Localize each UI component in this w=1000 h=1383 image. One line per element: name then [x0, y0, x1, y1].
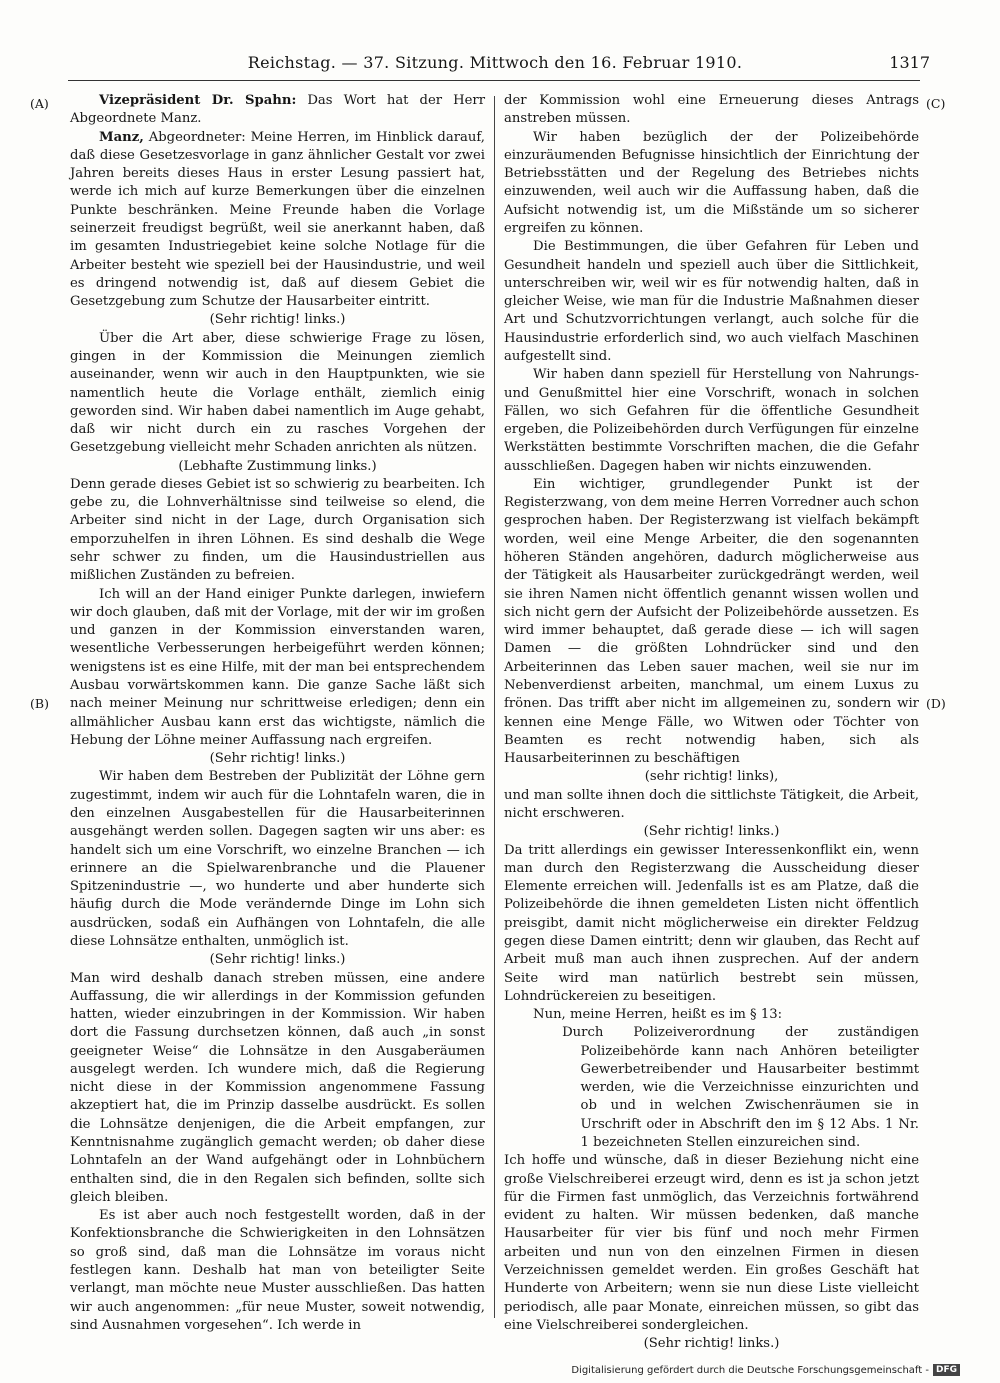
- quoted-statute: Durch Polizeiverordnung der zuständigen Polizeibehörde kann nach Anhören beteiligter Gewerbetreibender und Hausarbeiter bestimmt werden, wie die Verzeichnisse einzurichten und ob und in welchen Zwischenräumen sie in Urschrift oder in Abschrift den im § 12 Abs. 1 Nr. 1 bezeichneten Stellen einzureichen sind.: [562, 1025, 919, 1151]
- dfg-logo-icon: DFG: [933, 1364, 960, 1376]
- paragraph: Man wird deshalb danach streben müssen, eine andere Auffassung, die wir allerdings in der Kommission gefunden hatten, wieder einzubringen in der Kommission. Wir haben dort die Fassung durchsetzen können, daß auch „in sonst geeigneter Weise“ die Lohnsätze in den Ausgaberäumen ausgelegt werden. Ich wundere mich, daß die Regierung nicht diese in der Kommission angenommene Fassung akzeptiert hat, die im Prinzip dasselbe ausdrückt. Es sollen die Lohnsätze denjenigen, die die Arbeit empfangen, zur Kenntnisnahme zugänglich gemacht werden; ob daher diese Lohntafeln an der Wand aufgehängt oder in Lohnbüchern enthalten sind, die in den Regalen sich befinden, sollte sich gleich bleiben.: [70, 970, 485, 1205]
- column-divider: [494, 96, 495, 1318]
- margin-mark-c: (C): [926, 96, 946, 111]
- reaction: (Sehr richtig! links.): [209, 312, 346, 328]
- paragraph: der Kommission wohl eine Erneuerung dieses Antrags anstreben müssen.: [504, 93, 919, 127]
- margin-mark-d: (D): [926, 696, 946, 711]
- reaction: (Sehr richtig! links.): [643, 1336, 780, 1352]
- reaction: (Sehr richtig! links.): [209, 952, 346, 968]
- paragraph: Ich will an der Hand einiger Punkte darlegen, inwiefern wir doch glauben, daß mit der Vorlage, mit der wir im großen und ganzen in der Kommission einverstanden waren, wesentliche Verbesserungen herbeigeführt werden können; wenigstens ist es eine Hilfe, mit der man bei entsprechendem Ausbau vorwärtskommen kann. Die ganze Sache läßt sich nach meiner Meinung nur schrittweise erledigen; denn ein allmählicher Ausbau kann erst das wichtigste, nämlich die Hebung der Löhne meiner Auffassung nach ergreifen.: [70, 586, 485, 748]
- paragraph: und man sollte ihnen doch die sittlichste Tätigkeit, die Arbeit, nicht erschweren.: [504, 787, 919, 821]
- footer-credit: [571, 1364, 960, 1378]
- paragraph: Wir haben bezüglich der der Polizeibehörde einzuräumenden Befugnisse hinsichtlich der Einrichtung der Betriebsstätten und der Regelung des Betriebes nichts einzuwenden, weil auch wir die Auffassung haben, daß die Aufsicht notwendig ist, um die Mißstände um so sicherer ergreifen zu können.: [504, 129, 919, 236]
- speaker-name: Manz,: [99, 129, 144, 145]
- page-number: 1317: [889, 53, 930, 72]
- reaction: (sehr richtig! links),: [644, 769, 779, 785]
- paragraph: Da tritt allerdings ein gewisser Interessenkonflikt ein, wenn man durch den Registerzwang die Ausscheidung dieser Elemente erreichen will. Jedenfalls ist es am Platze, daß die Polizeibehörde die ihnen gemeldeten Listen nicht öffentlich preisgibt, damit nicht möglicherweise ein direkter Feldzug gegen diese Damen eintritt; denn wir glauben, das Recht auf Arbeit muß man auch ihnen zusprechen. Auf der andern Seite wird man natürlich bestrebt sein müssen, Lohndrückereien zu beseitigen.: [504, 842, 919, 1004]
- paragraph-text: Abgeordneter: Meine Herren, im Hinblick darauf, daß diese Gesetzesvorlage in ganz ähnlicher Gestalt vor zwei Jahren bereits dieses Haus in erster Lesung passiert hat, werde ich mich auf kurze Bemerkungen über die einzelnen Punkte beschränken. Meine Freunde haben die Vorlage seinerzeit freudigst begrüßt, weil sie anerkannt haben, daß im gesamten Industriegebiet keine solche Notlage für die Arbeiter besteht wie speziell bei der Hausindustrie, und weil es dringend notwendig ist, daß auf diesem Gebiet die Gesetzgebung zum Schutze der Hausarbeiter eintritt.: [70, 129, 485, 310]
- left-column: [70, 92, 485, 1335]
- reaction: (Sehr richtig! links.): [643, 824, 780, 840]
- reaction: (Sehr richtig! links.): [209, 751, 346, 767]
- margin-mark-b: (B): [30, 696, 49, 711]
- margin-mark-a: (A): [30, 96, 49, 111]
- paragraph: [70, 129, 485, 312]
- running-title: Reichstag. — 37. Sitzung. Mittwoch den 16. Februar 1910.: [247, 53, 743, 72]
- page-header: [60, 50, 930, 76]
- paragraph: Nun, meine Herren, heißt es im § 13:: [533, 1007, 783, 1023]
- header-rule: [68, 80, 920, 81]
- right-column: [504, 92, 919, 1353]
- reaction: (Lebhafte Zustimmung links.): [178, 458, 377, 474]
- paragraph: Ein wichtiger, grundlegender Punkt ist der Registerzwang, von dem meine Herren Vorredner auch schon gesprochen haben. Der Registerzwang ist vielfach bekämpft worden, weil eine Menge Arbeiter, die den sogenannten höheren Ständen angehören, dadurch möglicherweise aus der Tätigkeit als Hausarbeiter zurückgedrängt werden, weil sie ihren Namen nicht öffentlich genannt wissen wollen und sich nicht gern der Aufsicht der Polizeibehörde aussetzen. Es wird immer behauptet, daß gerade diese — ich will sagen Damen — die größten Lohndrücker sind und den Arbeiterinnen das Leben sauer machen, weil sie nur im Nebenverdienst arbeiten, manchmal, um einem Luxus zu frönen. Das trifft aber nicht im allgemeinen zu, sondern wir kennen eine Menge Fälle, wo Witwen oder Töchter von Beamten es recht notwendig haben, sich als Hausarbeiterinnen zu beschäftigen: [504, 476, 919, 767]
- paragraph: Wir haben dem Bestreben der Publizität der Löhne gern zugestimmt, indem wir auch für die Lohntafeln waren, die in den einzelnen Ausgabestellen für die Hausarbeiterinnen ausgehängt werden sollen. Dagegen sagten wir uns aber: es handelt sich um eine Vorschrift, wo einzelne Branchen — ich erinnere an die Spielwarenbranche und die Plauener Spitzenindustrie —, wo hunderte und aber hunderte sich häufig durch die Mode verändernde Dinge im Lohn sich ausdrücken, sodaß ein Aufhängen von Lohntafeln, die alle diese Lohnsätze enthalten, unmöglich ist.: [70, 769, 485, 949]
- paragraph: Es ist aber auch noch festgestellt worden, daß in der Konfektionsbranche die Schwierigkeiten in den Lohnsätzen so groß sind, daß man die Lohnsätze im voraus nicht festlegen kann. Deshalb hat man von beteiligter Seite verlangt, man möchte neue Muster ausschließen. Das hatten wir auch angenommen: „für neue Muster, soweit notwendig, sind Ausnahmen vorgesehen“. Ich werde in: [70, 1208, 485, 1333]
- speaker-name: Vizepräsident Dr. Spahn:: [99, 93, 297, 108]
- paragraph: Über die Art aber, diese schwierige Frage zu lösen, gingen in der Kommission die Meinungen ziemlich auseinander, wenn wir auch in den Hauptpunkten, wie sie namentlich heute die Vorlage enthält, ziemlich einig geworden sind. Wir haben dabei namentlich im Auge gehabt, daß wir nicht durch ein zu rasches Vorgehen der Gesetzgebung vielleicht mehr Schaden anrichten als nützen.: [70, 330, 485, 456]
- paragraph: Die Bestimmungen, die über Gefahren für Leben und Gesundheit handeln und speziell auch über die Sittlichkeit, unterschreiben wir, weil wir es für notwendig halten, daß in gleicher Weise, wie man für die Industrie Maßnahmen dieser Art und Schutzvorrichtungen verlangt, auch solche für die Hausindustrie erforderlich sind, wo auch vielfach Maschinen aufgestellt sind.: [504, 239, 919, 364]
- paragraph: Wir haben dann speziell für Herstellung von Nahrungs- und Genußmittel hier eine Vorschrift, wonach in solchen Fällen, wo sich Gefahren für die öffentliche Gesundheit ergeben, die Polizeibehörden durch Verfügungen für einzelne Werkstätten bestimmte Vorschriften machen, die die Gefahr ausschließen. Dagegen haben wir nichts einzuwenden.: [504, 367, 919, 474]
- paragraph: Ich hoffe und wünsche, daß in dieser Beziehung nicht eine große Vielschreiberei erzeugt wird, denn es ist ja schon jetzt für die Firmen fast unmöglich, das Verzeichnis fortwährend evident zu halten. Wir müssen bedenken, daß manche Hausarbeiter für vier bis fünf und noch mehr Firmen arbeiten und nun von den einzelnen Firmen in diesen Verzeichnissen gemeldet werden. Ein großes Geschäft hat Hunderte von Arbeitern; wenn sie nun diese Liste vielleicht periodisch, alle paar Monate, einreichen müssen, so gibt das eine Vielschreiberei sondergleichen.: [504, 1153, 919, 1333]
- paragraph: [70, 92, 485, 129]
- paragraph: Denn gerade dieses Gebiet ist so schwierig zu bearbeiten. Ich gebe zu, die Lohnverhältnisse sind teilweise so elend, die Arbeiter sind nicht in der Lage, durch Organisation sich emporzuhelfen in ihren Löhnen. Es sind deshalb die Wege sehr schwer zu finden, um die Hausindustriellen aus mißlichen Zuständen zu befreien.: [70, 476, 485, 584]
- paragraph-text: Das Wort hat der Herr Abgeordnete Manz.: [70, 93, 486, 127]
- footer-text: Digitalisierung gefördert durch die Deutsche Forschungsgemeinschaft -: [571, 1365, 929, 1376]
